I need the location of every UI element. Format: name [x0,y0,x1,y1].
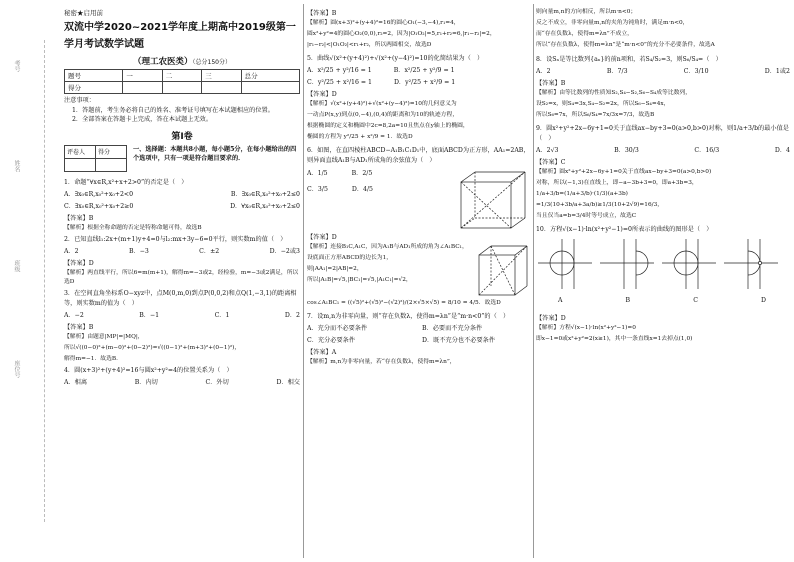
question-6-stem: 6．如图，在直四棱柱ABCD−A₁B₁C₁D₁中，底面ABCD为正方形，AA₁=2AB，则异面直线A₁B与AD₁所成角的余弦值为（ ） [307,147,530,164]
column-2 [307,8,531,556]
column-3 [536,8,790,556]
option: B．−1 [139,311,160,319]
question-2-answer: 【答案】D [64,259,94,267]
seal-label: 姓名 [13,160,20,172]
explain-line: 【解析】连接B₁C,A₁C，因为A₁B与AD₁所成的角为∠A₁BC₁， [307,244,468,250]
score-header: 二 [162,70,201,82]
question-5-explanation: 椭圆的方程为 y²/25 + x²/9 = 1．故选D [307,134,413,140]
question-3-explanation: 【解析】由题意|MP|=|MQ|， [64,333,144,340]
question-9-explanation: 当且仅当a=b=3/4时等号成立，故选C [536,213,637,219]
score-header: 一 [123,70,162,82]
option-row [307,185,417,195]
question-4-answer: 【答案】B [307,10,337,17]
question-7-options [307,336,531,346]
question-5-explanation: 【解析】√(x²+(y+4)²)+√(x²+(y−4)²)=10的几何意义为 [307,101,457,107]
option: C．±2 [199,247,220,255]
question-6-body [307,168,531,232]
question-1-options [64,190,300,200]
option: C．y²/25 + x²/16 = 1 [307,79,372,86]
score-table [64,69,300,94]
graph-label: C [693,297,698,304]
question-10-graphs [536,237,786,295]
question-9-options [536,146,790,156]
option: A．2 [536,68,551,75]
question-8-stem: 8．设Sₙ是等比数列{aₙ}的前n项和，若S₄/S₂=3，则S₆/S₄=（ ） [536,56,722,63]
question-7-explanation-cont: 所以“存在负数λ，使得m=λn”是“m·n<0”的充分不必要条件，故选A [536,42,715,48]
option: C．1 [214,311,230,319]
question-7-explanation-cont: 反之不成立，非零向量m,n的夹角为钝角时，满足m·n<0， [536,20,689,26]
score-cell[interactable] [241,82,299,94]
question-1-answer: 【答案】B [64,214,94,222]
column-divider [533,4,534,558]
notice-item: 2．全部答案在答题卡上完成，答在本试题上无效。 [72,116,213,124]
score-header: 三 [202,70,241,82]
question-4-options [64,378,300,388]
question-9-explanation: 对称，所以(−1,3)在直线上，即−a−3b+3=0，即a+3b=3， [536,180,698,186]
score-header: 题号 [65,70,123,82]
section-instruction: 一、选择题：本题共8小题，每小题5分，在每小题给出的四个选项中，只有一项是符合题目要求的． [133,145,297,163]
question-6-cosine: cos∠A₁BC₁ = ((√5)²+(√5)²−(√2)²)/(2×√5×√5) = 8/10 = 4/5．故选D [307,300,501,306]
question-4-stem: 4．圆(x+3)²+(y+4)²=16与圆x²+y²=4的位置关系为（ ） [64,366,233,374]
question-2-explanation: 【解析】两直线平行，所以6=m(m+1)，解得m=−3或2，经检验，m=−3或2满足，所以选D [64,269,299,285]
secret-label: 秘密★启用前 [64,9,103,17]
eval-header: 得分 [96,145,127,158]
eval-header: 评卷人 [65,145,96,158]
question-7-stem: 7．设m,n为非零向量，则“存在负数λ，使得m=λn”是“m·n<0”的（ ） [307,313,510,320]
option: A．x²/25 + y²/16 = 1 [307,67,372,74]
question-5-options [307,66,531,76]
question-4-explanation: 圆x²+y²=4的圆心O₂(0,0),r₂=2，因为|O₁O₂|=5,r₁+r₂=6,|r₁−r₂|=2， [307,31,496,37]
question-8-explanation: 所以S₆=7x，所以S₆/S₄=7x/3x=7/3，故选B [536,112,655,118]
column-divider [303,4,304,558]
option: D．2 [284,311,300,319]
question-9-stem: 9．圆x²+y²+2x−6y+1=0关于直线ax−by+3=0(a>0,b>0)对称，则1/a+3/b的最小值是（ ） [536,125,789,142]
option: A．2 [64,247,79,255]
total-score-note: （总分150分） [192,59,231,66]
question-8-options [536,67,790,77]
question-1-options [64,202,300,212]
graph-label: D [761,297,766,304]
option: C．∃x₀∈R,x₀²+x₀+2≥0 [64,202,134,210]
option: A．相离 [64,378,88,386]
seal-label: 班级 [13,260,20,272]
eval-table [64,145,127,172]
question-8-answer: 【答案】B [536,80,566,87]
question-3-explanation: 所以√((0−0)²+(m−0)²+(0−2)²)=√((0−1)²+(m+3)²+(0−1)²)， [64,344,241,351]
section-title: 第Ⅰ卷 [171,131,193,142]
question-10-answer: 【答案】D [536,315,566,322]
option: A．∃x₀∈R,x₀²+x₀+2<0 [64,190,134,198]
graph-label: B [625,297,631,304]
question-7-options [307,324,531,334]
option: D．∀x₀∈R,x₀²+x₀+2≤0 [230,202,300,210]
option: C．外切 [205,378,229,386]
option: B．必要而不充分条件 [422,325,483,332]
question-6-explanation [307,243,475,299]
question-3-explanation: 解得m=−1．故选B． [64,355,122,362]
score-cell[interactable] [162,82,201,94]
option: D．4/5 [351,186,373,193]
question-10-explanation: 即x−1=0或x²+y²=2(x≥1)，其中一条直线x=1去掉点(1,0) [536,336,693,342]
option: B．7/3 [606,68,628,75]
score-header: 总分 [241,70,299,82]
question-6-explain-block [307,243,531,299]
question-7-explanation-cont: 而“存在负数λ，使得m=λn”不成立， [536,31,633,37]
question-9-answer: 【答案】C [536,159,566,166]
option: D．1或2 [764,68,790,75]
question-4-explanation: |r₁−r₂|<|O₁O₂|<r₁+r₂，所以两圆相交，故选D [307,42,432,48]
option: B．−3 [128,247,149,255]
question-9-explanation: 1/a+3/b=(1/a+3/b)·(1/3)(a+3b) [536,191,628,197]
explain-line: 设底面正方形ABCD的边长为1， [307,255,393,261]
question-5-answer: 【答案】D [307,91,337,98]
subtitle-text: （理工农医类） [133,57,193,67]
option: C．3/10 [683,68,709,75]
option: D．y²/25 + x²/9 = 1 [393,79,456,86]
question-5-options [307,78,531,88]
question-3-stem: 3．在空间直角坐标系O−xyz中，点M(0,m,0)到点P(0,0,2)和点Q(1,−3,1)的距离相等，则实数m的值为（ ） [64,289,297,307]
question-7-explanation: 【解析】m,n为非零向量，若“存在负数λ，使得m=λn”， [307,359,456,365]
exam-subtitle [64,55,300,67]
option: A．1/5 [307,170,328,177]
question-5-explanation: 根据椭圆的定义和椭圆中2c=8,2a=10且焦点在y轴上的椭圆， [307,123,469,129]
option-row [307,169,417,179]
question-8-explanation: 【解析】由等比数列的性质知S₂,S₄−S₂,S₆−S₄成等比数列， [536,90,692,96]
column-1 [64,8,300,556]
graph-label: A [558,297,563,304]
option: C．3/5 [307,186,328,193]
explain-line: 则|AA₁|=2|AB|=2， [307,266,363,272]
question-4-explanation: 【解析】圆(x+3)²+(y+4)²=16的圆心O₁(−3,−4),r₁=4， [307,20,460,26]
explain-line: 所以|A₁B|=√5,|BC₁|=√5,|A₁C₁|=√2， [307,277,412,283]
option: B．30/3 [614,147,639,154]
question-2-options [64,247,300,257]
option: A．2√3 [536,147,559,154]
option: B．2/5 [351,170,373,177]
option: B．∃x₀∈R,x₀²+x₀+2≤0 [230,190,300,198]
exam-title-line1: 双流中学2020~2021学年度上期高中2019级第一 [64,22,296,33]
option: C．充分必要条件 [307,337,356,344]
eval-cell[interactable] [96,158,127,171]
question-3-options [64,311,300,321]
question-10-explanation: 【解析】方程√(x−1)·ln(x²+y²−1)=0 [536,325,636,331]
question-10-labels [536,296,790,306]
question-6-answer: 【答案】D [307,234,337,241]
option: A．−2 [64,311,84,319]
question-7-answer: 【答案】A [307,349,337,356]
option: D．−2或3 [269,247,300,255]
eval-block [64,145,300,172]
question-6-options [307,168,417,232]
binding-margin [4,40,45,522]
notice-item: 1．答题前，考生务必将自己的姓名、准考证号填写在本试题相应的位置。 [72,106,274,114]
option: D．4 [774,147,790,154]
prism-figure [455,168,531,232]
seal-label: 考号 [13,60,20,72]
score-cell[interactable] [202,82,241,94]
question-5-explanation: 一动点P(x,y)到点(0,−4),(0,4)的距离和为10的轨迹方程， [307,112,459,118]
option: D．既不充分也不必要条件 [422,337,496,344]
option: C．16/3 [694,147,720,154]
seal-label: 座位号 [13,360,20,378]
option: B．x²/25 + y²/9 = 1 [393,67,455,74]
exam-title-line2: 学月考试数学试题 [64,39,144,50]
option: D．相交 [276,378,300,386]
question-1-explanation: 【解析】根据全称命题的否定是特称命题可得，故选B [64,224,202,231]
question-1-stem: 1．命题“∀x∈R,x²+x+2>0”的否定是（ ） [64,178,188,186]
question-2-stem: 2．已知直线l₁:2x+(m+1)y+4=0与l₂:mx+3y−6=0平行，则实数m的值（ ） [64,235,287,243]
score-cell[interactable] [123,82,162,94]
option: A．充分而不必要条件 [307,325,368,332]
question-9-explanation: =1/3(10+3b/a+3a/b)≥1/3(10+2√9)=16/3， [536,202,664,208]
question-5-stem: 5．曲线√(x²+(y+4)²)+√(x²+(y−4)²)=10的化简结果为（ ） [307,55,484,62]
option: B．内切 [134,378,158,386]
eval-cell[interactable] [65,158,96,171]
question-7-explanation-cont: 则向量m,n的方向相反，所以m·n<0； [536,9,637,15]
score-row-label: 得分 [65,82,123,94]
question-8-explanation: 设S₂=x，则S₄=3x,S₄−S₂=2x，所以S₆−S₄=4x， [536,101,670,107]
question-9-explanation: 【解析】圆x²+y²+2x−6y+1=0关于直线ax−by+3=0(a>0,b>0) [536,169,712,175]
question-3-answer: 【答案】B [64,323,94,331]
notice-title: 注意事项： [64,97,95,104]
prism-figure-solution [475,243,531,299]
question-10-stem: 10．方程√(x−1)·ln(x²+y²−1)=0所表示的曲线的图形是（ ） [536,226,713,233]
